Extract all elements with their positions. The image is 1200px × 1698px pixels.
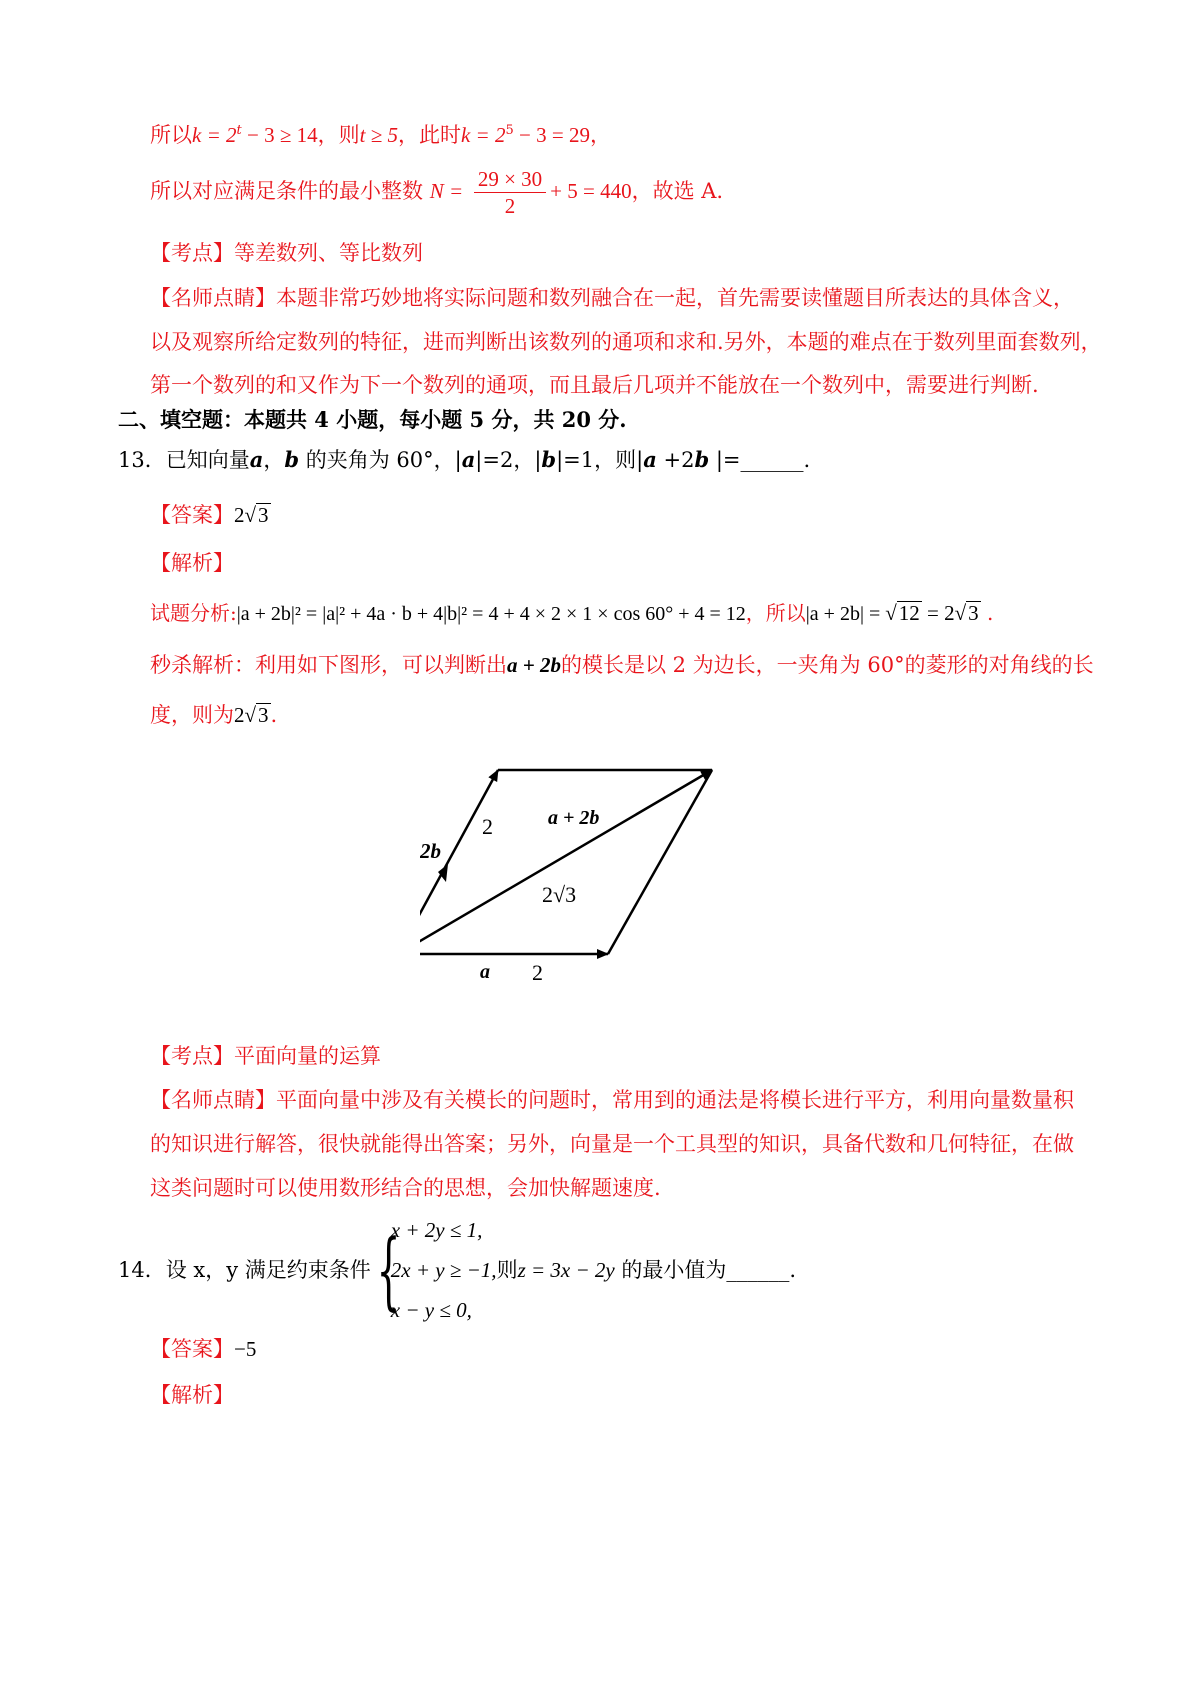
label-diagonal: a + 2b — [548, 807, 600, 829]
math-expr: |a + 2b| = — [805, 603, 886, 625]
answer-coef: 2 — [234, 503, 245, 527]
text: +2 — [656, 448, 695, 472]
section-title — [118, 405, 627, 435]
text: 的知识进行解答，很快就能得出答案；另外，向量是一个工具型的知识，具备代数和几何特征，在做 — [150, 1132, 1074, 1156]
text: |=1，则| — [556, 448, 644, 472]
text: 所以对应满足条件的最小整数 — [150, 179, 423, 203]
math: = 2 — [921, 601, 955, 625]
text: 二、填空题：本题共 4 小题，每小题 5 分，共 20 分. — [118, 407, 627, 432]
left-brace-icon: { — [376, 1221, 401, 1319]
answer-13 — [150, 500, 271, 530]
tag: 【名师点睛】 — [150, 1088, 276, 1112]
text: 的夹角为 60°，| — [299, 448, 462, 472]
text: ，所以 — [745, 601, 806, 625]
numerator: 29 × 30 — [474, 166, 546, 193]
miaosha-line-2 — [150, 700, 277, 730]
label-a: a — [480, 961, 490, 983]
tag: 【答案】 — [150, 503, 234, 527]
mingshi-2-line-1 — [150, 1085, 1074, 1115]
kaodian-1 — [150, 238, 423, 268]
radicand: 3 — [258, 503, 269, 527]
analysis-13 — [150, 598, 993, 629]
math-k2: k = 2 — [460, 123, 506, 147]
sqrt-symbol: √ — [244, 703, 257, 727]
constraint-3: x − y ≤ 0, — [390, 1298, 472, 1322]
math: 2 — [234, 703, 245, 727]
exponent: t — [236, 123, 242, 138]
radicand: 3 — [258, 703, 269, 727]
text: . — [270, 703, 278, 727]
math-vec: a + 2b — [507, 653, 561, 677]
miaosha-line-1 — [150, 650, 1094, 680]
jiexi-14 — [150, 1380, 234, 1410]
tag: 【考点】 — [150, 1044, 234, 1068]
denominator: 2 — [504, 194, 516, 218]
exponent: 5 — [505, 123, 514, 138]
math-k: k = 2 — [192, 123, 237, 147]
vec-a: a — [461, 447, 476, 472]
sqrt-symbol: √ — [885, 601, 897, 625]
answer-value: −5 — [234, 1337, 257, 1361]
label-2b: 2b — [420, 839, 441, 863]
radicand: 12 — [898, 601, 920, 625]
text: |=______. — [709, 448, 811, 472]
radicand: 3 — [968, 601, 979, 625]
text: 以及观察所给定数列的特征，进而判断出该数列的通项和求和.另外，本题的难点在于数列里面套数列， — [150, 330, 1102, 354]
question-number: 13． — [118, 448, 166, 472]
constraint-2: 2x + y ≥ −1, — [390, 1258, 497, 1282]
question-13 — [118, 445, 810, 475]
mingshi-1-line-2 — [150, 327, 1102, 357]
text: |=2，| — [475, 448, 542, 472]
text: ，则 — [317, 123, 360, 147]
text: ， — [589, 123, 611, 147]
text: 这类问题时可以使用数形结合的思想，会加快解题速度. — [150, 1176, 661, 1200]
text: 所以 — [150, 123, 192, 147]
math-t: t ≥ 5 — [359, 123, 398, 147]
text: 的最小值为______. — [614, 1258, 797, 1282]
tag: 【考点】 — [150, 241, 234, 265]
text: ，此时 — [397, 123, 461, 147]
label-diagonal-value: 2√3 — [542, 882, 577, 907]
solution-line-2 — [150, 165, 723, 219]
math-N: N = — [429, 179, 464, 203]
text: 则 — [496, 1258, 518, 1282]
question-number: 14． — [118, 1258, 166, 1282]
label-bottom-2: 2 — [532, 960, 543, 985]
math-expr: z = 3x − 2y — [517, 1258, 615, 1282]
text: . — [980, 601, 994, 625]
text: ，故选 A. — [631, 179, 724, 203]
tag: 【答案】 — [150, 1337, 234, 1361]
text: 平面向量中涉及有关模长的问题时，常用到的通法是将模长进行平方，利用向量数量积 — [276, 1088, 1074, 1112]
vec-b: b — [284, 447, 300, 472]
constraint-system — [391, 1210, 497, 1330]
vec-b: b — [541, 447, 557, 472]
math: − 3 = 29 — [513, 123, 590, 147]
jiexi-13 — [150, 548, 234, 578]
answer-14 — [150, 1334, 256, 1364]
text: 平面向量的运算 — [234, 1044, 381, 1068]
tag: 【解析】 — [150, 551, 234, 575]
text: 的模长是以 2 为边长，一夹角为 60°的菱形的对角线的长 — [560, 653, 1094, 677]
kaodian-2 — [150, 1041, 381, 1071]
text: 设 x，y 满足约束条件 — [165, 1258, 371, 1282]
text: 等差数列、等比数列 — [234, 241, 423, 265]
fraction — [474, 166, 546, 219]
question-14 — [118, 1210, 796, 1330]
vec-a: a — [643, 447, 657, 472]
math-expr: |a + 2b|² = |a|² + 4a · b + 4|b|² = 4 + 4 × 2 × 1 × cos 60° + 4 = 12 — [236, 603, 746, 625]
mingshi-2-line-3 — [150, 1173, 661, 1203]
rhombus-figure — [420, 760, 760, 1000]
sqrt-symbol: √ — [954, 601, 967, 625]
vec-a: a — [249, 447, 264, 472]
tag: 【解析】 — [150, 1383, 234, 1407]
vec-b: b — [694, 447, 710, 472]
label-side-2: 2 — [482, 814, 493, 839]
label: 试题分析: — [150, 601, 237, 625]
text: 度，则为 — [150, 703, 234, 727]
mingshi-2-line-2 — [150, 1129, 1074, 1159]
mingshi-1-line-3 — [150, 370, 1039, 400]
text: 第一个数列的和又作为下一个数列的通项，而且最后几项并不能放在一个数列中，需要进行判断. — [150, 373, 1039, 397]
sqrt-symbol: √ — [244, 503, 257, 527]
text: ， — [263, 448, 285, 472]
math: + 5 = 440 — [550, 179, 632, 203]
mingshi-1-line-1 — [150, 283, 1074, 313]
solution-line-1 — [150, 120, 611, 150]
text: 本题非常巧妙地将实际问题和数列融合在一起，首先需要读懂题目所表达的具体含义， — [276, 286, 1074, 310]
text: 已知向量 — [165, 448, 250, 472]
tag: 【名师点睛】 — [150, 286, 276, 310]
right-edge — [608, 770, 712, 954]
math: − 3 ≥ 14 — [241, 123, 318, 147]
text: 秒杀解析：利用如下图形，可以判断出 — [150, 653, 507, 677]
constraint-1: x + 2y ≤ 1, — [390, 1218, 483, 1242]
diagonal-arrow — [420, 770, 712, 954]
